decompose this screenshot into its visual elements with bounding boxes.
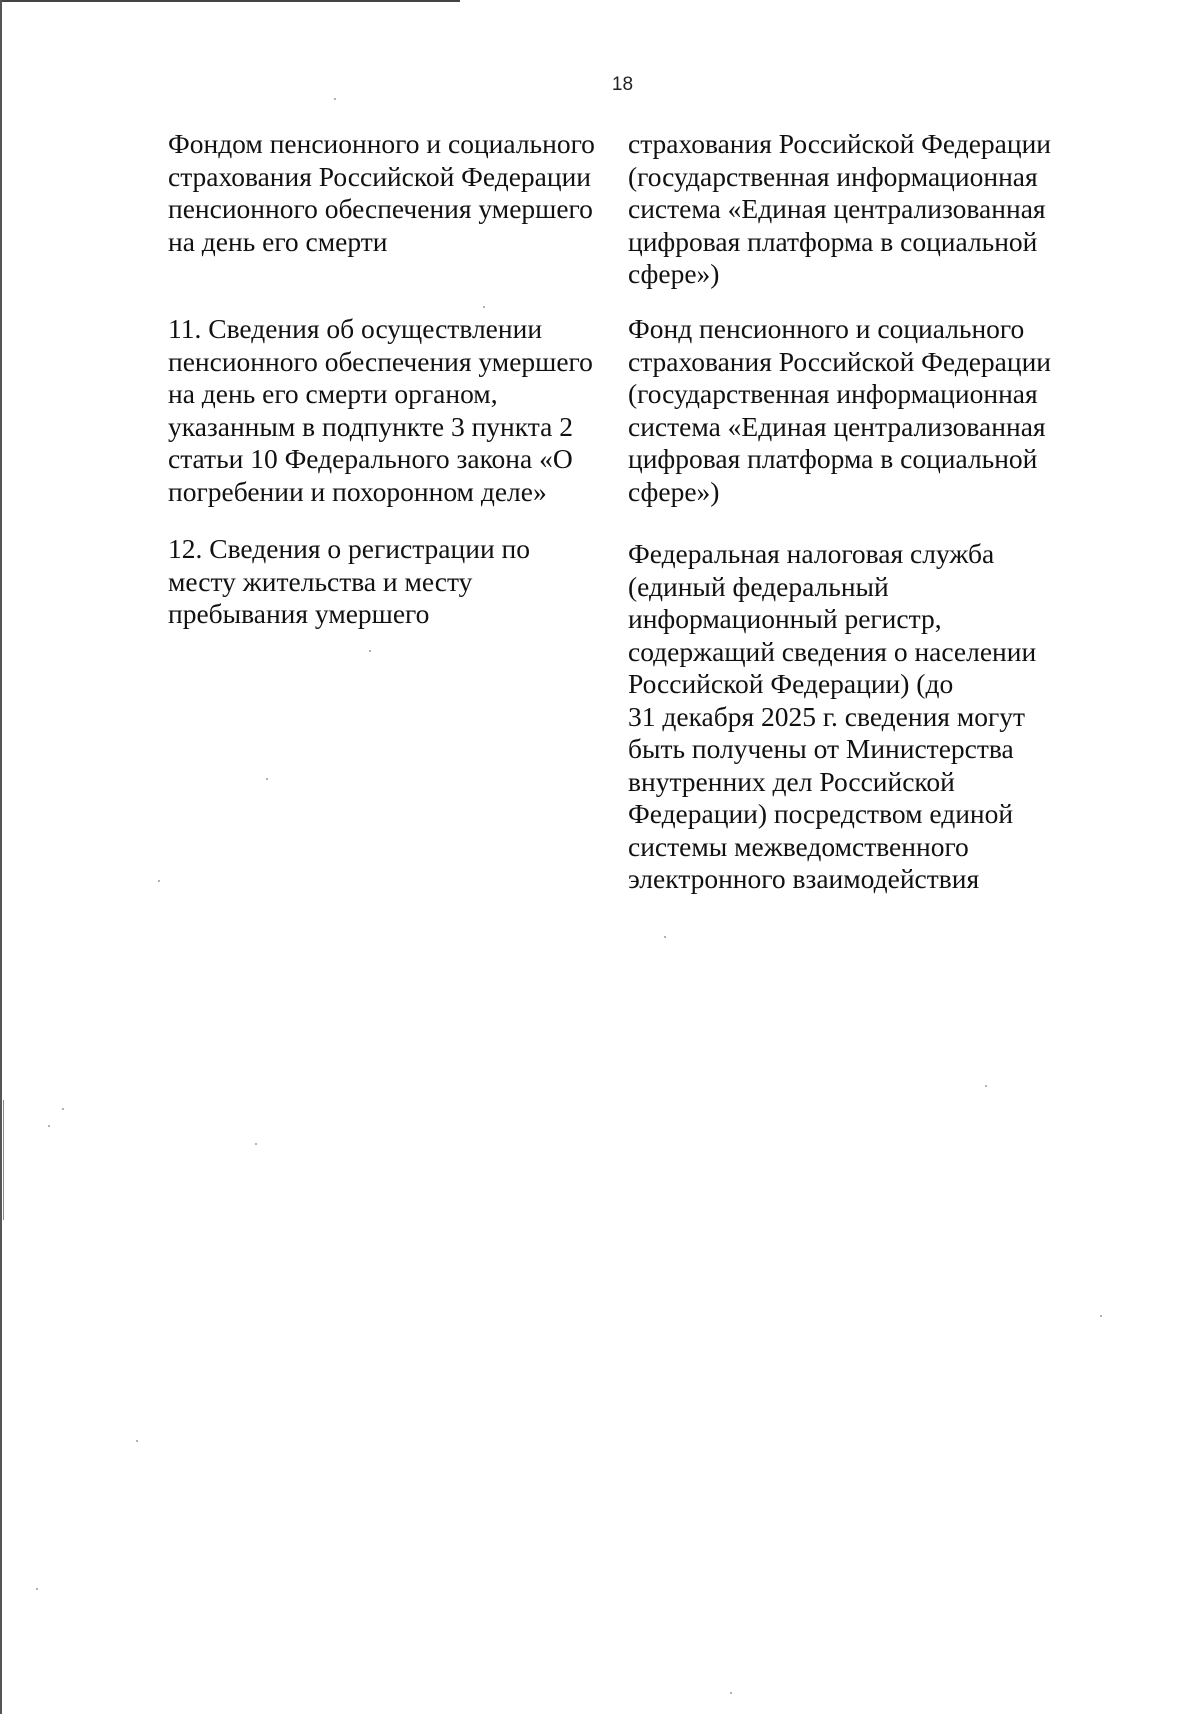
provider-cell [628,533,1088,896]
scan-edge-top [0,0,460,2]
text-line: Фондом пенсионного и социального [168,128,595,159]
text-line: быть получены от Министерства [628,733,1014,764]
scan-speck [1100,1315,1102,1317]
text-line: 31 декабря 2025 г. сведения могут [628,700,1026,732]
text-line: указанным в подпункте 3 пункта 2 [168,410,573,442]
provider-cell [628,128,1088,291]
text-line: страхования Российской Федерации [628,345,1052,377]
text-line: электронного взаимодействия [628,863,980,894]
text-line: система «Единая централизованная [628,193,1046,224]
scan-edge-mark [3,1100,4,1220]
source-info-cell [168,313,628,508]
text-line: пенсионного обеспечения умершего [168,193,593,224]
scan-speck [36,1588,38,1590]
text-line: системы межведомственного [628,830,969,862]
text-line: Федеральная налоговая служба [628,538,995,569]
text-line: (государственная информационная [628,160,1038,192]
text-line: 11. Сведения об осуществлении [168,313,543,344]
scan-speck [334,98,336,100]
scan-speck [483,306,485,308]
table-row [168,128,1088,291]
text-line: Федерации) посредством единой [628,798,1014,829]
scan-speck [985,1085,987,1087]
text-line: содержащий сведения о населении [628,635,1037,667]
text-line: система «Единая централизованная [628,410,1046,442]
text-line: на день его смерти органом, [168,378,498,409]
text-line: (единый федеральный [628,570,889,602]
text-line: информационный регистр, [628,603,942,634]
provider-cell [628,313,1088,508]
text-line: 12. Сведения о регистрации по [168,533,530,564]
source-info-cell [168,128,628,291]
text-line: пребывания умершего [168,598,430,629]
scan-speck [136,1440,138,1442]
text-line: страхования Российской Федерации [628,128,1052,159]
scan-speck [158,880,160,882]
text-line: внутренних дел Российской [628,765,955,797]
text-line: цифровая платформа в социальной [628,225,1038,257]
text-line: месту жительства и месту [168,565,473,597]
text-line: погребении и похоронном деле» [168,475,547,507]
scan-edge-left [0,0,2,1714]
scan-speck [266,778,268,780]
scan-speck [664,936,666,938]
table-row [168,533,1088,896]
scan-speck [48,1125,50,1127]
text-line: сфере») [628,258,720,289]
text-line: статьи 10 Федерального закона «О [168,443,573,474]
text-line: цифровая платформа в социальной [628,443,1038,474]
table-row [168,313,1088,508]
text-line: страхования Российской Федерации [168,160,592,192]
scan-speck [255,1143,257,1145]
page-number: 18 [611,74,634,95]
text-line: Российской Федерации) (до [628,668,954,699]
scan-speck [369,650,371,652]
source-info-cell [168,533,628,896]
text-line: пенсионного обеспечения умершего [168,345,593,377]
scan-speck [62,1108,64,1110]
text-line: Фонд пенсионного и социального [628,313,1025,344]
scan-speck [730,1692,732,1694]
text-line: на день его смерти [168,225,388,257]
text-line: сфере») [628,475,720,507]
text-line: (государственная информационная [628,378,1038,409]
